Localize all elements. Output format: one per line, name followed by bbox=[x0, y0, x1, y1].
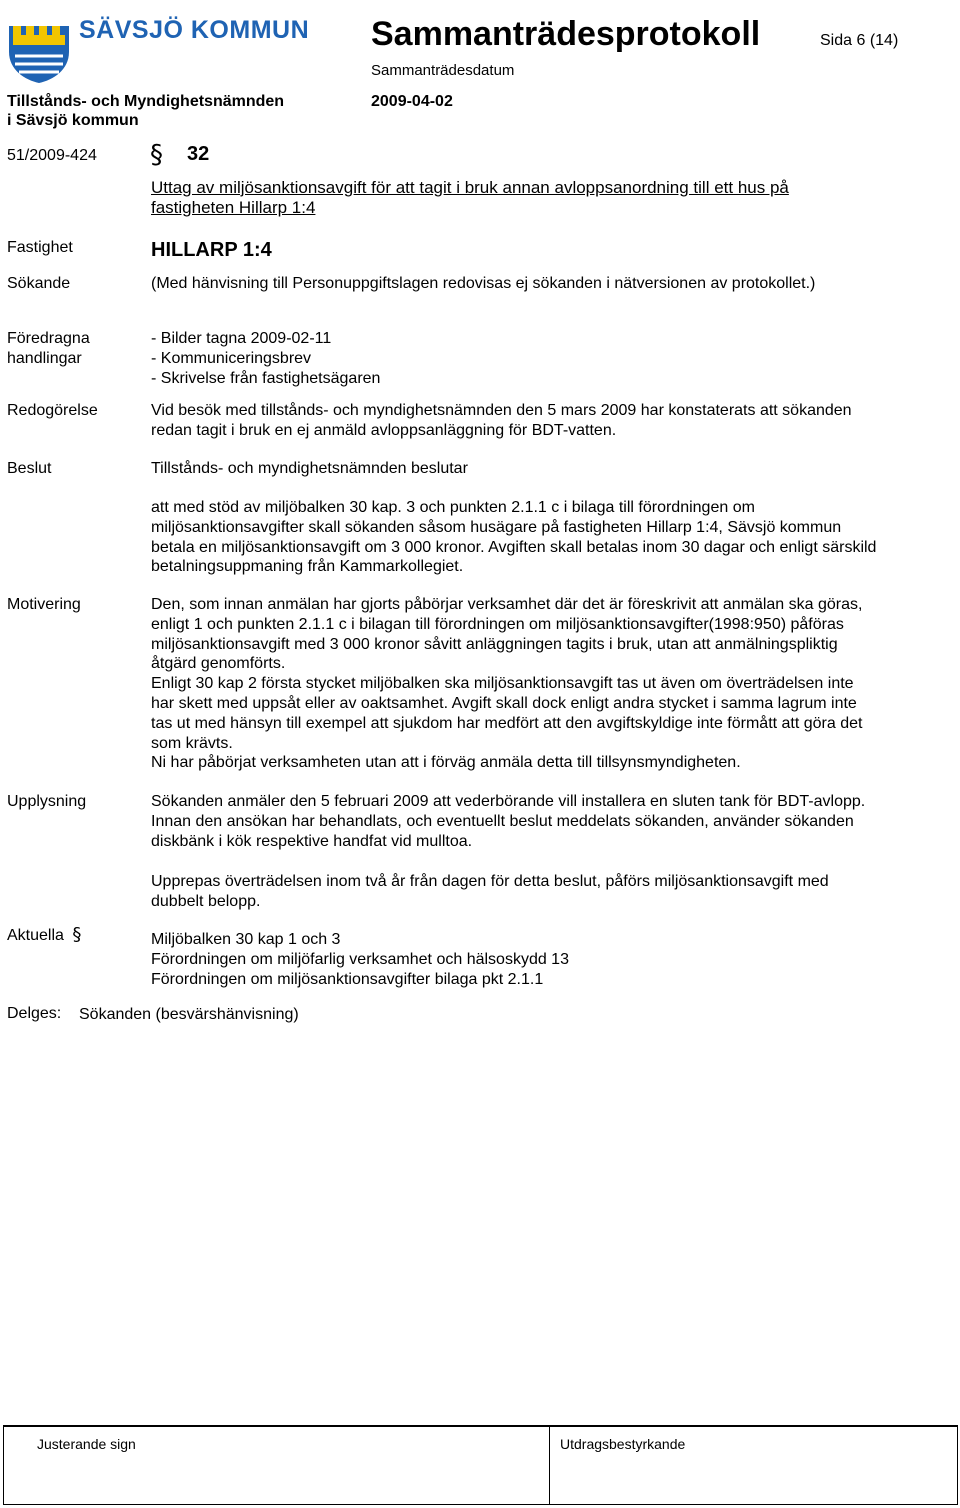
case-heading bbox=[151, 178, 789, 218]
decision-intro: Tillstånds- och myndighetsnämnden beslutar bbox=[151, 460, 468, 477]
board-name-line2: i Sävsjö kommun bbox=[7, 112, 139, 129]
coat-of-arms-icon bbox=[7, 6, 71, 84]
text-line: dubbelt belopp. bbox=[151, 892, 261, 910]
information-text-2 bbox=[151, 872, 941, 912]
list-item: Förordningen om miljöfarlig verksamhet och hälsoskydd 13 bbox=[151, 950, 569, 968]
text-line: Vid besök med tillstånds- och myndighetsnämnden den 5 mars 2009 har konstaterats att sökanden bbox=[151, 402, 852, 419]
section-symbol: § bbox=[72, 924, 82, 945]
footer-left-frame bbox=[3, 1425, 4, 1505]
relevant-sections-list bbox=[151, 930, 941, 989]
information-label: Upplysning bbox=[7, 793, 87, 810]
text-line: som krävts. bbox=[151, 734, 233, 752]
list-item: - Kommuniceringsbrev bbox=[151, 350, 312, 367]
footer-right-frame bbox=[957, 1425, 958, 1505]
municipality-logo bbox=[7, 6, 310, 86]
text-line: Den, som innan anmälan har gjorts påbörjar verksamhet där det är föreskrivit att anmälan ska göras, bbox=[151, 596, 863, 613]
meeting-date: 2009-04-02 bbox=[371, 93, 453, 110]
documents-label-line1: Föredragna bbox=[7, 330, 90, 347]
documents-label bbox=[7, 329, 90, 369]
text-line: har skett med uppsåt eller av oaktsamhet. Avgift skall dock enligt andra stycket i samma lagrum inte bbox=[151, 694, 857, 712]
text-line: betala en miljösanktionsavgift om 3 000 kronor. Avgiften skall betalas inom 30 dagar och enligt särskild bbox=[151, 538, 877, 556]
property-label: Fastighet bbox=[7, 239, 73, 256]
text-line: diskbänk i kök respektive handfat vid mulltoa. bbox=[151, 832, 473, 850]
relevant-sections-label bbox=[7, 925, 81, 946]
footer-bottom-line bbox=[3, 1504, 958, 1505]
property-value: HILLARP 1:4 bbox=[151, 239, 272, 261]
text-line: betalningsuppmaning från Kammarkollegiet. bbox=[151, 558, 464, 576]
board-name-line1: Tillstånds- och Myndighetsnämnden bbox=[7, 93, 285, 110]
motivation-text bbox=[151, 595, 941, 773]
footer-utdrag-label: Utdragsbestyrkande bbox=[560, 1436, 686, 1452]
footer-mid-frame bbox=[549, 1425, 550, 1505]
date-label: Sammanträdesdatum bbox=[371, 62, 515, 79]
case-heading-line2: fastigheten Hillarp 1:4 bbox=[151, 198, 316, 217]
document-title: Sammanträdesprotokoll bbox=[371, 15, 761, 53]
case-heading-line1: Uttag av miljösanktionsavgift för att tagit i bruk annan avloppsanordning till ett hus på bbox=[151, 178, 789, 197]
list-item: Förordningen om miljösanktionsavgifter bilaga pkt 2.1.1 bbox=[151, 970, 544, 988]
list-item: - Bilder tagna 2009-02-11 bbox=[151, 330, 332, 347]
list-item: Miljöbalken 30 kap 1 och 3 bbox=[151, 931, 341, 948]
report-label: Redogörelse bbox=[7, 402, 98, 419]
distribution-label: Delges: bbox=[7, 1005, 62, 1022]
decision-label: Beslut bbox=[7, 460, 52, 477]
section-number: 32 bbox=[187, 143, 210, 165]
text-line: Upprepas överträdelsen inom två år från dagen för detta beslut, påförs miljösanktionsavgift med bbox=[151, 873, 829, 890]
decision-text bbox=[151, 498, 941, 577]
page-number: Sida 6 (14) bbox=[820, 32, 899, 49]
documents-label-line2: handlingar bbox=[7, 350, 82, 367]
text-line: att med stöd av miljöbalken 30 kap. 3 och punkten 2.1.1 c i bilaga till förordningen om bbox=[151, 499, 755, 516]
text-line: Innan den ansökan har behandlats, och eventuellt beslut meddelats sökanden, använder sökanden bbox=[151, 812, 854, 830]
report-text bbox=[151, 401, 941, 441]
motivation-label: Motivering bbox=[7, 596, 81, 613]
distribution-value: Sökanden (besvärshänvisning) bbox=[79, 1006, 299, 1023]
documents-list bbox=[151, 329, 380, 389]
list-item: - Skrivelse från fastighetsägaren bbox=[151, 370, 381, 387]
footer-divider bbox=[3, 1425, 958, 1427]
org-name: SÄVSJÖ KOMMUN bbox=[79, 16, 310, 44]
section-symbol: § bbox=[150, 140, 163, 170]
text-line: Sökanden anmäler den 5 februari 2009 att vederbörande vill installera en sluten tank för BDT-avlopp. bbox=[151, 793, 866, 810]
information-text bbox=[151, 792, 941, 851]
text-line: Enligt 30 kap 2 första stycket miljöbalken ska miljösanktionsavgift tas ut även om överträdelsen inte bbox=[151, 675, 854, 693]
text-line: redan tagit i bruk en ej anmäld avloppsanläggning för BDT-vatten. bbox=[151, 421, 617, 439]
text-line: miljösanktionsavgift med 3 000 kronor såvitt anläggningen tagits i bruk, utan att anmälningspliktig bbox=[151, 635, 838, 653]
text-line: Ni har påbörjat verksamheten utan att i förväg anmäla detta till tillsynsmyndigheten. bbox=[151, 754, 741, 772]
relevant-label-text: Aktuella bbox=[7, 927, 64, 944]
applicant-label: Sökande bbox=[7, 275, 71, 292]
applicant-value: (Med hänvisning till Personuppgiftslagen redovisas ej sökanden i nätversionen av protokollet.) bbox=[151, 275, 816, 292]
text-line: åtgärd genomförts. bbox=[151, 655, 286, 673]
text-line: miljösanktionsavgifter skall sökanden såsom husägare på fastigheten Hillarp 1:4, Sävsjö kommun bbox=[151, 518, 842, 536]
text-line: enligt 1 och punkten 2.1.1 c i bilagan till förordningen om miljösanktionsavgifter(1998:950) påföras bbox=[151, 615, 844, 633]
footer-justering-label: Justerande sign bbox=[37, 1436, 136, 1452]
text-line: tas ut med hänsyn till exempel att sjukdom har medfört att den avgiftskyldige inte förmått att göra det bbox=[151, 714, 863, 732]
case-number: 51/2009-424 bbox=[7, 147, 97, 164]
